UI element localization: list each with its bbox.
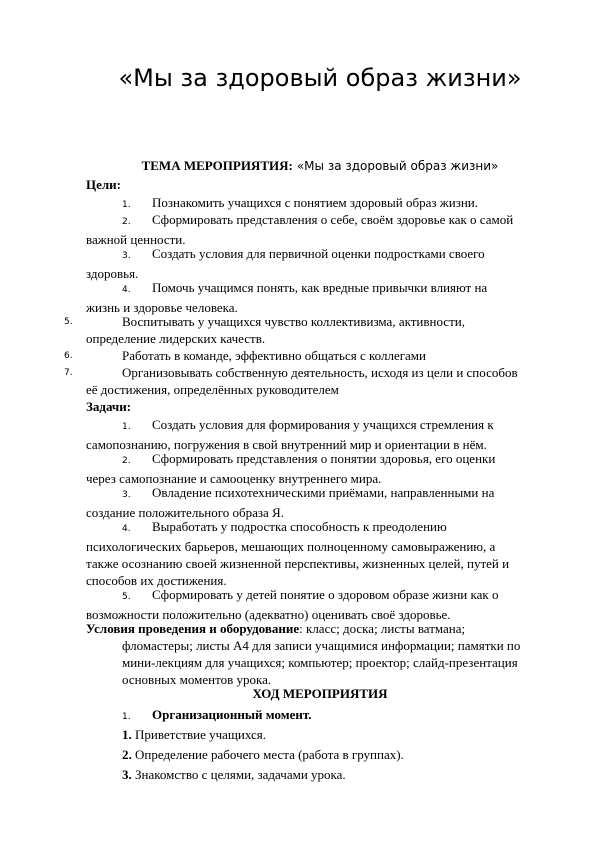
goal-number: 7. <box>64 368 73 378</box>
goal-text: Воспитывать у учащихся чувство коллективизма, активности, <box>122 314 465 329</box>
step-number: 3. <box>122 767 132 782</box>
goal-text: Познакомить учащихся с понятием здоровый образ жизни. <box>152 195 479 210</box>
task-item <box>86 586 554 623</box>
task-text-cont: создание положительного образа Я. <box>86 505 284 520</box>
course-heading: ХОД МЕРОПРИЯТИЯ <box>252 686 388 701</box>
task-text-cont: самопознанию, погружения в свой внутренний мир и ориентации в нём. <box>86 437 487 452</box>
task-text: Овладение психотехническими приёмами, направленными на <box>152 485 495 500</box>
task-item <box>86 484 554 521</box>
goal-item <box>86 211 554 248</box>
subject-value: «Мы за здоровый образ жизни» <box>296 159 499 173</box>
course-number: 1. <box>122 712 131 722</box>
goal-number: 4. <box>122 285 131 295</box>
conditions-text: : класс; доска; листы ватмана; <box>299 621 466 636</box>
goal-item <box>86 279 554 316</box>
goal-number: 3. <box>122 251 131 261</box>
goal-text-cont: определение лидерских качеств. <box>86 331 266 346</box>
task-number: 1. <box>122 422 131 432</box>
goal-text: Работать в команде, эффективно общаться с коллегами <box>122 348 426 363</box>
task-text: Сформировать представления о понятии здоровья, его оценки <box>152 451 496 466</box>
conditions-text-cont: основных моментов урока. <box>122 672 272 687</box>
task-text: Создать условия для формирования у учащихся стремления к <box>152 417 494 432</box>
task-number: 4. <box>122 524 131 534</box>
goal-text-cont: здоровья. <box>86 266 139 281</box>
step-text: Знакомство с целями, задачами урока. <box>135 767 346 782</box>
conditions-text-cont: фломастеры; листы А4 для записи учащимися информации; памятки по <box>122 638 521 653</box>
task-number: 3. <box>122 490 131 500</box>
task-text-cont: также осознанию своей жизненной перспективы, жизненных целей, путей и <box>86 556 510 571</box>
goal-text-cont: её достижения, определённых руководителем <box>86 382 339 397</box>
document-title: «Мы за здоровый образ жизни» <box>118 64 522 92</box>
task-text-cont: через самопознание и самооценку внутреннего мира. <box>86 471 382 486</box>
event-subject <box>60 158 580 174</box>
conditions <box>86 620 554 637</box>
goal-number: 2. <box>122 217 131 227</box>
task-text-cont: возможности положительно (адекватно) оценивать своё здоровье. <box>86 607 451 622</box>
goal-text-cont: жизнь и здоровье человека. <box>86 300 238 315</box>
course-step <box>122 726 266 743</box>
step-number: 1. <box>122 727 132 742</box>
task-text: Сформировать у детей понятие о здоровом образе жизни как о <box>152 587 499 602</box>
task-item <box>86 416 554 453</box>
goal-number: 5. <box>64 317 73 327</box>
goal-item <box>64 313 554 347</box>
goal-text: Сформировать представления о себе, своём здоровье как о самой <box>152 212 514 227</box>
goal-number: 6. <box>64 351 73 361</box>
tasks-heading: Задачи: <box>86 399 132 414</box>
goals-heading: Цели: <box>86 177 121 192</box>
step-number: 2. <box>122 747 132 762</box>
task-text-cont: способов их достижения. <box>86 573 227 588</box>
course-text: Организационный момент. <box>152 707 312 722</box>
conditions-cont <box>122 637 554 688</box>
step-text: Определение рабочего места (работа в группах). <box>135 747 404 762</box>
goal-item <box>64 347 554 364</box>
goal-item <box>64 364 554 398</box>
goal-text-cont: важной ценности. <box>86 232 186 247</box>
conditions-text-cont: мини-лекциям для учащихся; компьютер; проектор; слайд-презентация <box>122 655 518 670</box>
goal-text: Помочь учащимся понять, как вредные привычки влияют на <box>152 280 488 295</box>
goal-item <box>86 245 554 282</box>
conditions-label: Условия проведения и оборудование <box>86 621 300 636</box>
goal-number: 1. <box>122 200 131 210</box>
goal-text: Создать условия для первичной оценки подростками своего <box>152 246 485 261</box>
task-number: 2. <box>122 456 131 466</box>
course-first-item <box>122 706 312 726</box>
course-step <box>122 746 404 763</box>
task-text-cont: психологических барьеров, мешающих полноценному самовыражению, а <box>86 539 496 554</box>
subject-label: ТЕМА МЕРОПРИЯТИЯ: <box>141 158 293 173</box>
step-text: Приветствие учащихся. <box>135 727 266 742</box>
task-number: 5. <box>122 592 131 602</box>
course-step <box>122 766 346 783</box>
task-item <box>86 518 554 589</box>
task-item <box>86 450 554 487</box>
task-text: Выработать у подростка способность к преодолению <box>152 519 447 534</box>
goal-text: Организовывать собственную деятельность, исходя из цели и способов <box>122 365 518 380</box>
